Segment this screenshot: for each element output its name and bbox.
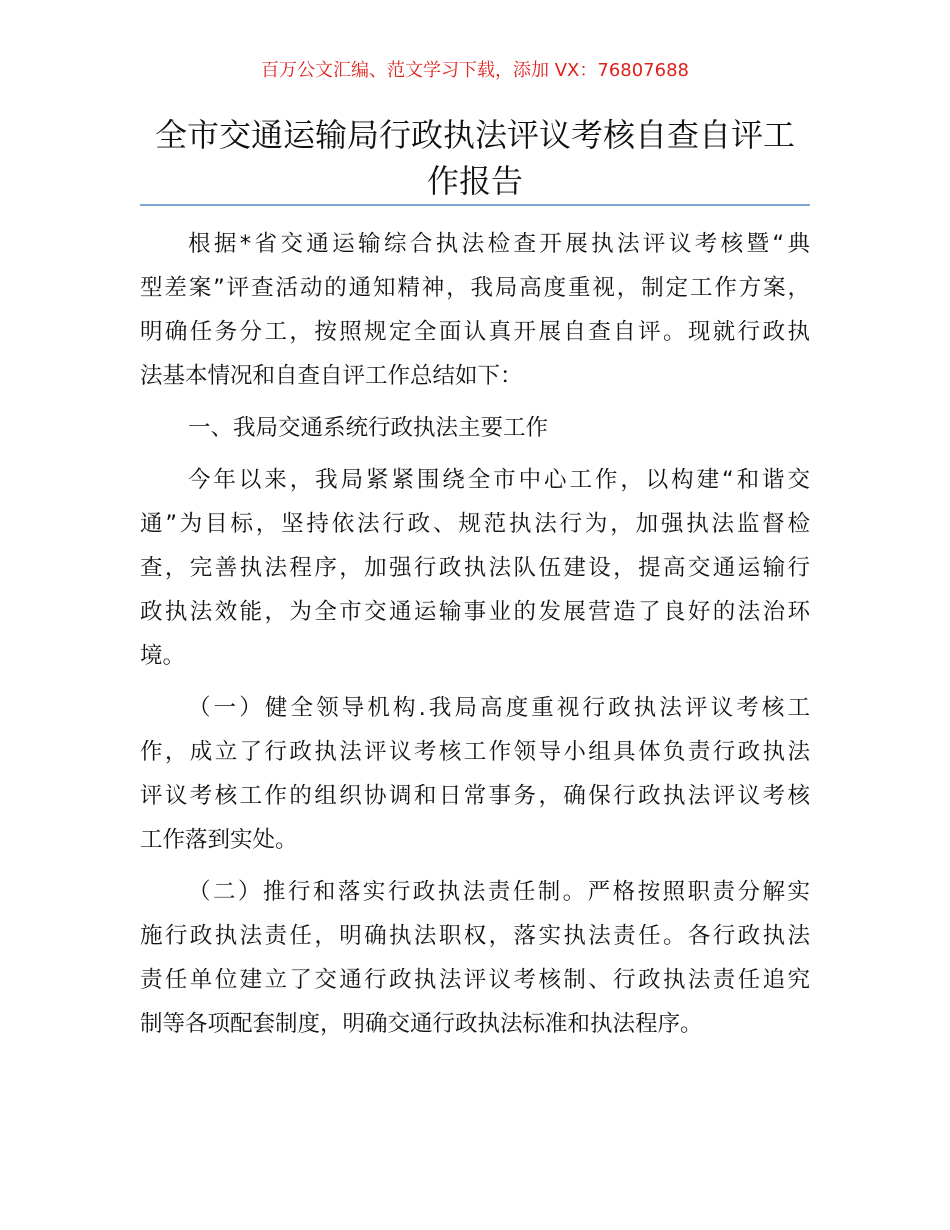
text-line: 根据*省交通运输综合执法检查开展执法评议考核暨“典: [188, 231, 810, 257]
title-divider: [140, 204, 810, 206]
text-line: 境。: [140, 643, 186, 669]
text-line: 施行政执法责任，明确执法职权，落实执法责任。各行政执法: [140, 923, 810, 949]
title-line: 作报告: [426, 162, 523, 200]
text-line: 评议考核工作的组织协调和日常事务，确保行政执法评议考核: [140, 783, 810, 809]
text-line: 今年以来，我局紧紧围绕全市中心工作，以构建“和谐交: [188, 467, 810, 493]
watermark-header: 百万公文汇编、范文学习下载，添加 VX：76807688: [261, 60, 689, 81]
text-line: 作，成立了行政执法评议考核工作领导小组具体负责行政执法: [140, 739, 810, 765]
title-line: 全市交通运输局行政执法评议考核自查自评工: [154, 116, 795, 154]
text-line: 制等各项配套制度，明确交通行政执法标准和执法程序。: [140, 1011, 703, 1037]
text-line: 法基本情况和自查自评工作总结如下：: [140, 363, 523, 389]
text-line: （一）健全领导机构.我局高度重视行政执法评议考核工: [188, 695, 810, 721]
text-line: 责任单位建立了交通行政执法评议考核制、行政执法责任追究: [140, 967, 810, 993]
text-line: 政执法效能，为全市交通运输事业的发展营造了良好的法治环: [140, 599, 810, 625]
text-line: 查，完善执法程序，加强行政执法队伍建设，提高交通运输行: [140, 555, 810, 581]
text-line: 明确任务分工，按照规定全面认真开展自查自评。现就行政执: [140, 319, 810, 345]
text-line: 通”为目标，坚持依法行政、规范执法行为，加强执法监督检: [140, 511, 810, 537]
text-line: 工作落到实处。: [140, 827, 298, 853]
text-line: 型差案”评查活动的通知精神，我局高度重视，制定工作方案，: [140, 275, 810, 301]
paragraph: [140, 686, 810, 862]
document-body: [140, 222, 810, 1054]
paragraph: [140, 458, 810, 678]
document-title: [140, 112, 810, 204]
section-heading: [140, 406, 810, 450]
text-line: 一、我局交通系统行政执法主要工作: [188, 415, 549, 441]
paragraph: [140, 870, 810, 1046]
text-line: （二）推行和落实行政执法责任制。严格按照职责分解实: [188, 879, 810, 905]
paragraph: [140, 222, 810, 398]
